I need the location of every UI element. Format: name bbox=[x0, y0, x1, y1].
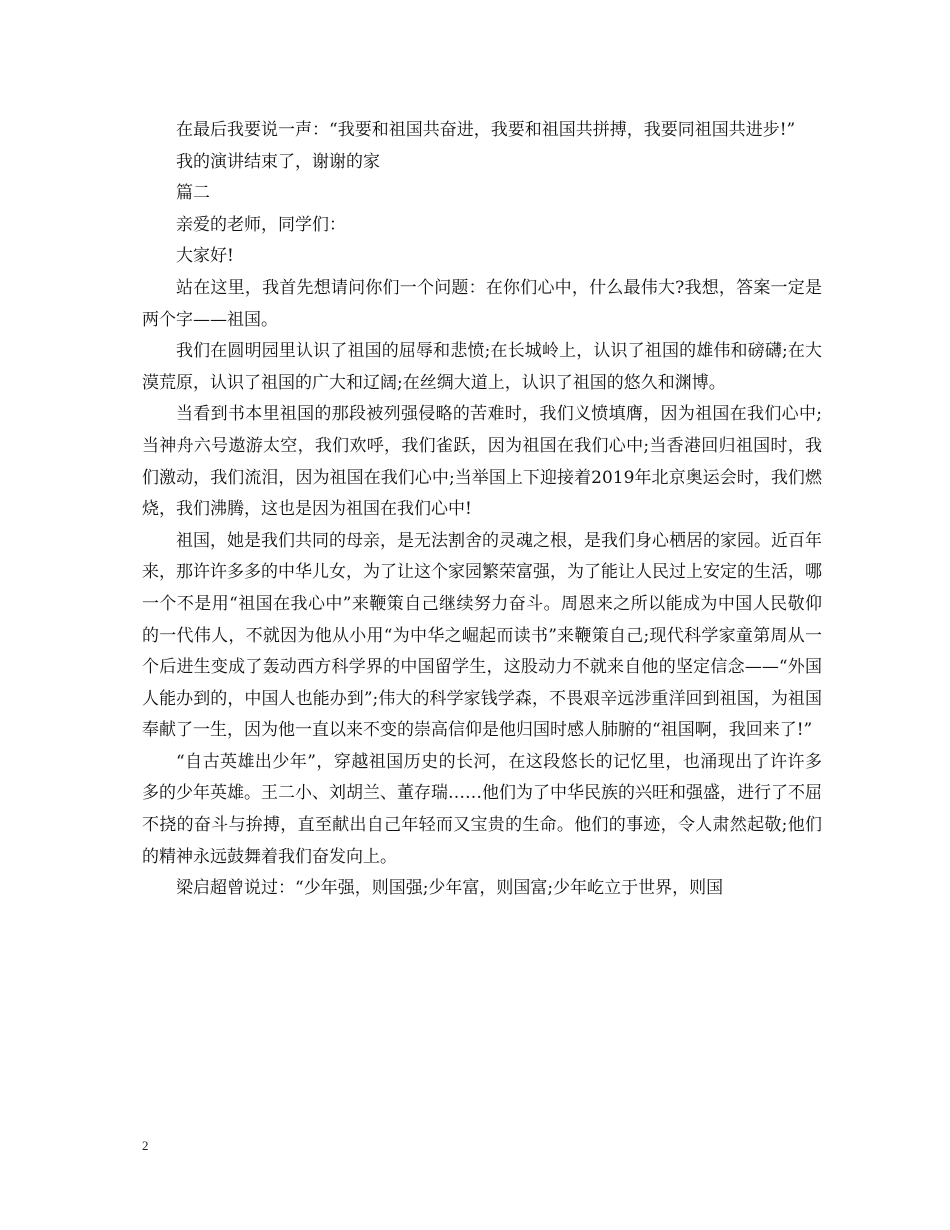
paragraph-greeting: 大家好! bbox=[176, 246, 234, 267]
paragraph-recognition: 我们在圆明园里认识了祖国的屈辱和悲愤;在长城岭上，认识了祖国的雄伟和磅礴;在大漠荒原，认识了祖国的广大和辽阔;在丝绸大道上，认识了祖国的悠久和渊博。 bbox=[142, 341, 822, 393]
paragraph-in-our-hearts: 当看到书本里祖国的那段被列强侵略的苦难时，我们义愤填膺，因为祖国在我们心中;当神舟六号遨游太空，我们欢呼，我们雀跃，因为祖国在我们心中;当香港回归祖国时，我们激动，我们流泪，因为祖国在我们心中;当举国上下迎接着2019年北京奥运会时，我们燃烧，我们沸腾，这也是因为祖国在我们心中! bbox=[142, 404, 822, 520]
paragraph-young-heroes: “自古英雄出少年”，穿越祖国历史的长河，在这段悠长的记忆里，也涌现出了许许多多的少年英雄。王二小、刘胡兰、董存瑞……他们为了中华民族的兴旺和强盛，进行了不屈不挠的奋斗与拚搏，直至献出自己年轻而又宝贵的生命。他们的事迹，令人肃然起敬;他们的精神永远鼓舞着我们奋发向上。 bbox=[142, 751, 822, 867]
paragraph-speech-end: 我的演讲结束了，谢谢的家 bbox=[176, 151, 380, 172]
page-number: 2 bbox=[142, 1138, 149, 1153]
paragraph-closing-words: 在最后我要说一声：“我要和祖国共奋进，我要和祖国共拼搏，我要同祖国共进步!” bbox=[176, 120, 796, 140]
document-body bbox=[142, 115, 822, 905]
paragraph-liang-qichao: 梁启超曾说过：“少年强，则国强;少年富，则国富;少年屹立于世界，则国 bbox=[176, 878, 724, 899]
paragraph-motherland: 祖国，她是我们共同的母亲，是无法割舍的灵魂之根，是我们身心栖居的家园。近百年来，那许许多多的中华儿女，为了让这个家园繁荣富强，为了能让人民过上安定的生活，哪一个不是用“祖国在我心中”来鞭策自己继续努力奋斗。周恩来之所以能成为中国人民敬仰的一代伟人，不就因为他从小用“为中华之崛起而读书”来鞭策自己;现代科学家童第周从一个后进生变成了轰动西方科学界的中国留学生，这股动力不就来自他的坚定信念——“外国人能办到的，中国人也能办到”;伟大的科学家钱学森，不畏艰辛远涉重洋回到祖国，为祖国奉献了一生，因为他一直以来不变的崇高信仰是他归国时感人肺腑的“祖国啊，我回来了!” bbox=[142, 530, 822, 741]
paragraph-question: 站在这里，我首先想请问你们一个问题：在你们心中，什么最伟大?我想，答案一定是两个字——祖国。 bbox=[142, 277, 822, 330]
paragraph-salutation: 亲爱的老师，同学们： bbox=[176, 214, 346, 235]
section-heading: 篇二 bbox=[176, 183, 210, 204]
